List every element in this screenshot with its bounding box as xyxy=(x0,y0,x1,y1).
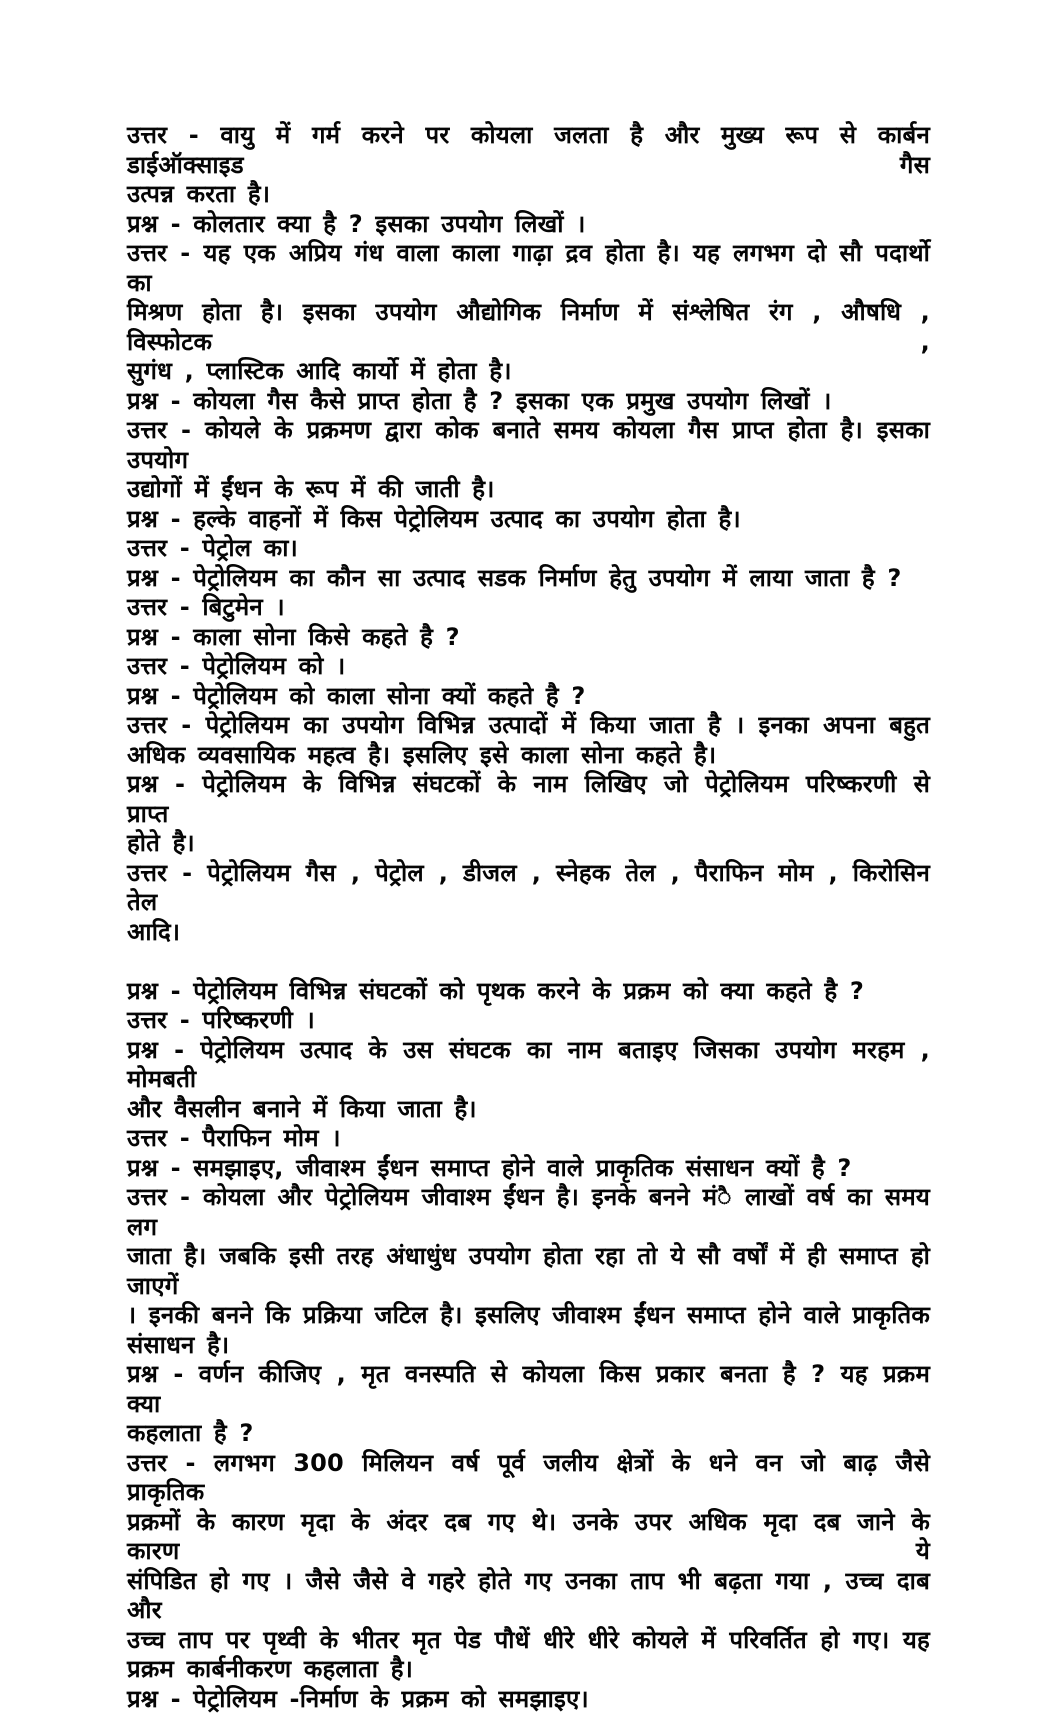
doc-line: उत्तर - कोयला और पेट्रोलियम जीवाश्म ईंधन है। इनके बनने मं◌ै लाखों वर्ष का समय लग xyxy=(127,1183,930,1242)
document-text-block xyxy=(127,121,930,1714)
doc-line: संपिडित हो गए । जैसे जैसे वे गहरे होते गए उनका ताप भी बढ़ता गया , उच्च दाब और xyxy=(127,1567,930,1626)
doc-line: प्रश्न - पेट्रोलियम उत्पाद के उस संघटक का नाम बताइए जिसका उपयोग मरहम , मोमबती xyxy=(127,1036,930,1095)
doc-line: प्रश्न - पेट्रोलियम के विभिन्न संघटकों के नाम लिखिए जो पेट्रोलियम परिष्करणी से प्राप्त xyxy=(127,770,930,829)
blank-line xyxy=(127,947,930,977)
doc-line: उत्तर - बिटुमेन । xyxy=(127,593,930,623)
doc-line: प्रश्न - कोयला गैस कैसे प्राप्त होता है ? इसका एक प्रमुख उपयोग लिखों । xyxy=(127,387,930,417)
doc-line: प्रक्रम कार्बनीकरण कहलाता है। xyxy=(127,1655,930,1685)
doc-line: प्रश्न - काला सोना किसे कहते है ? xyxy=(127,623,930,653)
doc-line: उत्तर - यह एक अप्रिय गंध वाला काला गाढ़ा द्रव होता है। यह लगभग दो सौ पदार्थो का xyxy=(127,239,930,298)
doc-line: प्रश्न - कोलतार क्या है ? इसका उपयोग लिखों । xyxy=(127,210,930,240)
doc-line: प्रश्न - पेट्रोलियम -निर्माण के प्रक्रम को समझाइए। xyxy=(127,1685,930,1714)
doc-line: प्रक्रमों के कारण मृदा के अंदर दब गए थे। उनके उपर अधिक मृदा दब जाने के कारण ये xyxy=(127,1508,930,1567)
doc-line: उत्तर - पेट्रोलियम गैस , पेट्रोल , डीजल , स्नेहक तेल , पैराफिन मोम , किरोसिन तेल xyxy=(127,859,930,918)
doc-line: उत्पन्न करता है। xyxy=(127,180,930,210)
doc-line: प्रश्न - पेट्रोलियम विभिन्न संघटकों को पृथक करने के प्रक्रम को क्या कहते है ? xyxy=(127,977,930,1007)
doc-line: होते है। xyxy=(127,829,930,859)
doc-line: उत्तर - पेट्रोल का। xyxy=(127,534,930,564)
doc-line: प्रश्न - वर्णन कीजिए , मृत वनस्पति से कोयला किस प्रकार बनता है ? यह प्रक्रम क्या xyxy=(127,1360,930,1419)
doc-line: उत्तर - वायु में गर्म करने पर कोयला जलता है और मुख्य रूप से कार्बन डाईऑक्साइड गैस xyxy=(127,121,930,180)
doc-line: उत्तर - कोयले के प्रक्रमण द्वारा कोक बनाते समय कोयला गैस प्राप्त होता है। इसका उपयोग xyxy=(127,416,930,475)
doc-line: उत्तर - पेट्रोलियम का उपयोग विभिन्न उत्पादों में किया जाता है । इनका अपना बहुत xyxy=(127,711,930,741)
doc-line: । इनकी बनने कि प्रक्रिया जटिल है। इसलिए जीवाश्म ईंधन समाप्त होने वाले प्राकृतिक xyxy=(127,1301,930,1331)
doc-line: मिश्रण होता है। इसका उपयोग औद्योगिक निर्माण में संश्लेषित रंग , औषधि , विस्फोटक , xyxy=(127,298,930,357)
doc-line: संसाधन है। xyxy=(127,1331,930,1361)
doc-line: उत्तर - परिष्करणी । xyxy=(127,1006,930,1036)
doc-line: उत्तर - लगभग 300 मिलियन वर्ष पूर्व जलीय क्षेत्रों के धने वन जो बाढ़ जैसे प्राकृतिक xyxy=(127,1449,930,1508)
doc-line: सुगंध , प्लास्टिक आदि कार्यो में होता है। xyxy=(127,357,930,387)
doc-line: और वैसलीन बनाने में किया जाता है। xyxy=(127,1095,930,1125)
doc-line: प्रश्न - पेट्रोलियम को काला सोना क्यों कहते है ? xyxy=(127,682,930,712)
doc-line: उच्च ताप पर पृथ्वी के भीतर मृत पेड पौधें धीरे धीरे कोयले में परिवर्तित हो गए। यह xyxy=(127,1626,930,1656)
doc-line: अधिक व्यवसायिक महत्व है। इसलिए इसे काला सोना कहते है। xyxy=(127,741,930,771)
doc-line: प्रश्न - समझाइए, जीवाश्म ईंधन समाप्त होने वाले प्राकृतिक संसाधन क्यों है ? xyxy=(127,1154,930,1184)
doc-line: जाता है। जबकि इसी तरह अंधाधुंध उपयोग होता रहा तो ये सौ वर्षों में ही समाप्त हो जाएगें xyxy=(127,1242,930,1301)
doc-line: कहलाता है ? xyxy=(127,1419,930,1449)
doc-line: आदि। xyxy=(127,918,930,948)
doc-line: प्रश्न - हल्के वाहनों में किस पेट्रोलियम उत्पाद का उपयोग होता है। xyxy=(127,505,930,535)
doc-line: उत्तर - पेट्रोलियम को । xyxy=(127,652,930,682)
doc-line: उद्योगों में ईंधन के रूप में की जाती है। xyxy=(127,475,930,505)
doc-line: उत्तर - पैराफिन मोम । xyxy=(127,1124,930,1154)
doc-line: प्रश्न - पेट्रोलियम का कौन सा उत्पाद सडक निर्माण हेतु उपयोग में लाया जाता है ? xyxy=(127,564,930,594)
